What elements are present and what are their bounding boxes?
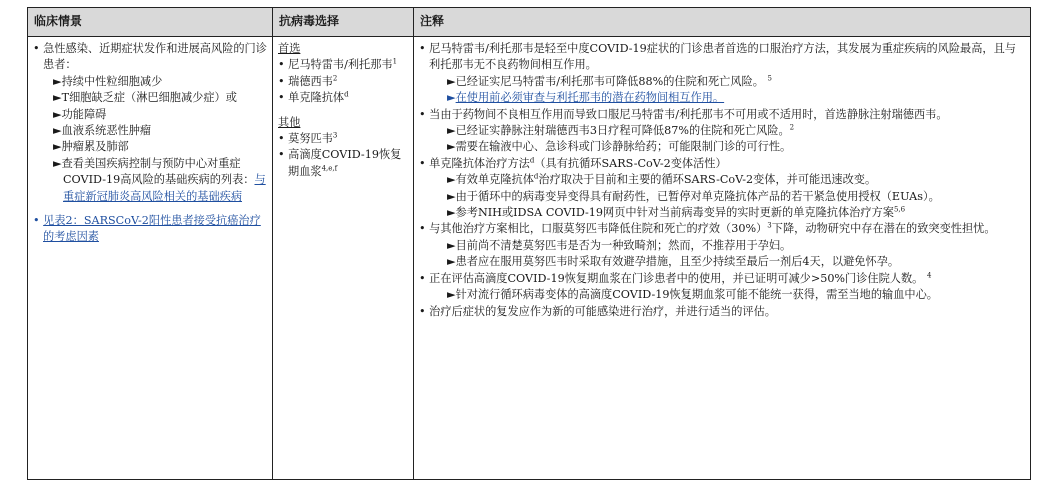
note-sub: ►已经证实静脉注射瑞德西韦3日疗程可降低87%的住院和死亡风险。$^2$ — [447, 123, 795, 138]
clinical-scenario-cell — [28, 37, 273, 480]
preferred-title: 首选 — [278, 42, 301, 55]
preferred-option: • 单克隆抗体$^d$ — [278, 90, 349, 105]
note-sub: ►由于循环中的病毒变异变得具有耐药性，已暂停对单克隆抗体产品的若干紧急使用授权（EUAs）。 — [447, 189, 940, 203]
note-plasma: • 正在评估高滴度COVID-19恢复期血浆在门诊患者中的使用，并已证明可减少>50%门诊住院人数。 $^4$ — [419, 270, 932, 285]
header-clinical-scenario: 临床情景 — [28, 8, 273, 37]
table2-link[interactable]: 见表2：SARSCoV-2阳性患者接受抗癌治疗的考虑因素 — [43, 214, 261, 244]
preferred-option: • 尼马特雷韦/利托那韦$^1$ — [278, 57, 398, 72]
scenario-item: ►持续中性粒细胞减少 — [53, 74, 163, 88]
note-sub: ►在使用前必须审查与利托那韦的潜在药物间相互作用。 — [447, 91, 725, 105]
scenario-item: ►血液系统恶性肿瘤 — [53, 124, 152, 138]
other-option: • 莫努匹韦$^3$ — [278, 131, 338, 146]
scenario-item: ►肿瘤累及肺部 — [53, 140, 129, 154]
scenario-item: ►T细胞缺乏症（淋巴细胞减少症）或 — [53, 91, 237, 105]
note-sub: ►参考NIH或IDSA COVID-19网页中针对当前病毒变异的实时更新的单克隆抗体治疗方案$^{5,6}$ — [447, 205, 906, 220]
other-option: • 高滴度COVID-19恢复期血浆$^{4,e,f}$ — [278, 148, 402, 178]
note-monoclonal: • 单克隆抗体治疗方法$^d$（具有抗循环SARS-CoV-2变体活性） — [419, 156, 727, 170]
cdc-list-text: ►查看美国疾病控制与预防中心对重症COVID-19高风险的基础疾病的列表： — [53, 156, 255, 187]
note-sub: ►患者应在服用莫努匹韦时采取有效避孕措施，且至少持续至最后一剂后4天，以避免怀孕。 — [447, 255, 900, 269]
cdc-list-note — [33, 156, 268, 205]
notes-cell — [414, 37, 1031, 480]
preferred-option: • 瑞德西韦$^2$ — [278, 74, 338, 88]
note-remdesivir: • 当由于药物间不良相互作用而导致口服尼马特雷韦/利托那韦不可用或不适用时，首选静脉注射瑞德西韦。 — [419, 107, 948, 121]
cdc-conditions-link[interactable]: 与重症新冠肺炎高风险相关的基础疾病 — [63, 173, 266, 203]
note-sub: ►目前尚不清楚莫努匹韦是否为一种致畸剂；然而，不推荐用于孕妇。 — [447, 238, 792, 252]
note-sub: ►已经证实尼马特雷韦/利托那韦可降低88%的住院和死亡风险。 $^5$ — [447, 74, 772, 88]
other-title: 其他 — [278, 115, 301, 129]
antiviral-choice-cell — [273, 37, 414, 480]
note-sub: ►针对流行循环病毒变体的高滴度COVID-19恢复期血浆可能不能统一获得，需至当地的输血中心。 — [447, 288, 938, 302]
note-sub: ►有效单克隆抗体$^d$治疗取决于目前和主要的循环SARS-CoV-2变体，并可能迅速改变。 — [447, 172, 877, 187]
header-row — [28, 8, 1031, 37]
note-relapse: • 治疗后症状的复发应作为新的可能感染进行治疗，并进行适当的评估。 — [419, 304, 776, 318]
drug-interaction-link[interactable]: 在使用前必须审查与利托那韦的潜在药物间相互作用。 — [455, 91, 725, 105]
treatment-table — [27, 7, 1031, 480]
content-row — [28, 37, 1031, 480]
note-molnupiravir: • 与其他治疗方案相比，口服莫努匹韦降低住院和死亡的疗效$(30\%)^3$下降，动物研究中存在潜在的致突变性担忧。 — [419, 221, 996, 236]
header-antiviral-choice: 抗病毒选择 — [273, 8, 414, 37]
scenario-item: ►功能障碍 — [53, 107, 107, 121]
header-notes: 注释 — [414, 8, 1031, 37]
note-sub: ►需要在输液中心、急诊科或门诊静脉给药；可能限制门诊的可行性。 — [447, 140, 792, 154]
note-nirmatrelvir: • 尼马特雷韦/利托那韦是轻至中度COVID-19症状的门诊患者首选的口服治疗方法，其发展为重症疾病的风险最高，且与利托那韦无不良药物间相互作用。 — [419, 42, 1016, 72]
see-table-note: • 见表2：SARSCoV-2阳性患者接受抗癌治疗的考虑因素 — [33, 214, 261, 244]
scenario-intro: • 急性感染、近期症状发作和进展高风险的门诊患者： — [33, 42, 267, 72]
